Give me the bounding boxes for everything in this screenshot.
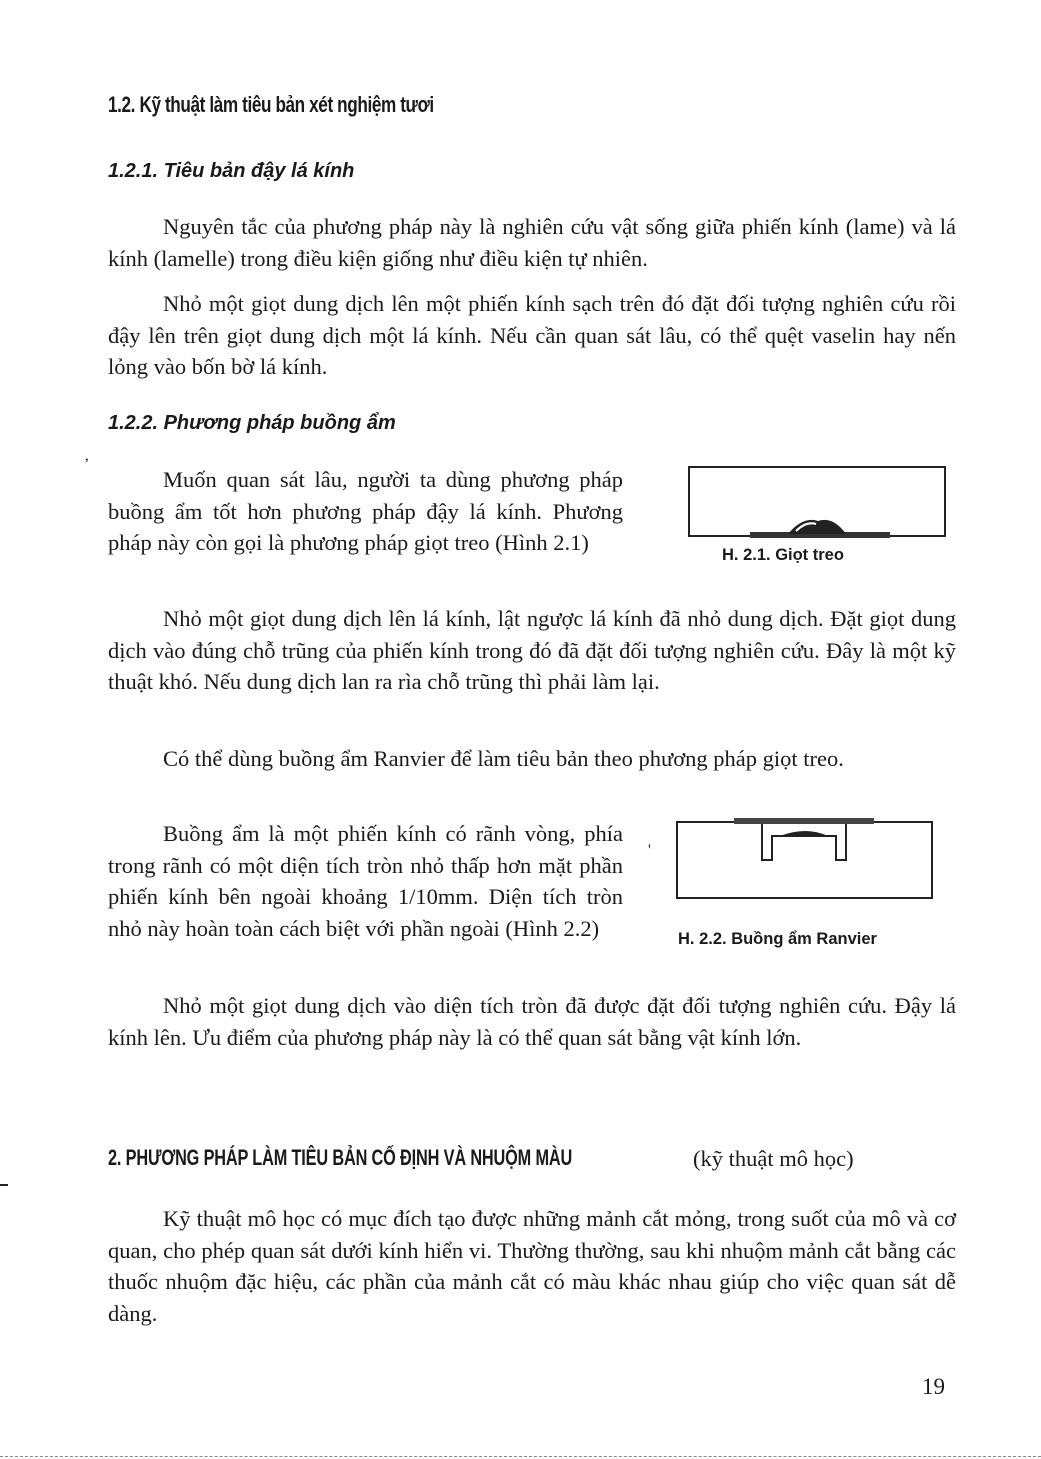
section-2-title-suffix: (kỹ thuật mô học): [693, 1146, 854, 1171]
paragraph: [108, 990, 956, 1053]
margin-mark: [0, 1184, 8, 1186]
paragraph-text: Nhỏ một giọt dung dịch lên lá kính, lật ngược lá kính đã nhỏ dung dịch. Đặt giọt dung dịch vào đúng chỗ trũng của phiến kính trong đó đã đặt đối tượng nghiên cứu. Đây là một kỹ thuật khó. Nếu dung dịch lan ra rìa chỗ trũng thì phải làm lại.: [108, 606, 956, 694]
paragraph: [108, 743, 956, 775]
paragraph: [108, 603, 956, 698]
stray-mark: ': [648, 842, 651, 859]
paragraph-text: Nhỏ một giọt dung dịch vào diện tích tròn đã được đặt đối tượng nghiên cứu. Đậy lá kính lên. Ưu điểm của phương pháp này là có thể quan sát bằng vật kính lớn.: [108, 993, 956, 1050]
figure-2-2-caption: H. 2.2. Buồng ẩm Ranvier: [678, 930, 877, 948]
ranvier-chamber-figure: [676, 816, 936, 900]
paragraph-text: Muốn quan sát lâu, người ta dùng phương pháp buồng ẩm tốt hơn phương pháp đậy lá kính. Phương pháp này còn gọi là phương pháp giọt treo (Hình 2.1): [108, 467, 623, 555]
hanging-drop-figure: [688, 466, 948, 546]
section-2-heading: [108, 1145, 854, 1171]
paragraph-text: Nhỏ một giọt dung dịch lên một phiến kính sạch trên đó đặt đối tượng nghiên cứu rồi đậy lên trên giọt dung dịch một lá kính. Nếu cần quan sát lâu, có thể quệt vaselin hay nến lỏng vào bốn bờ lá kính.: [108, 291, 956, 379]
paragraph: [108, 1203, 956, 1329]
bottom-divider: [0, 1456, 1041, 1457]
section-1-2-2-title: 1.2.2. Phương pháp buồng ẩm: [108, 412, 396, 434]
paragraph: [108, 464, 623, 559]
section-2-title: 2. PHƯƠNG PHÁP LÀM TIÊU BẢN CỐ ĐỊNH VÀ NHUỘM MÀU: [108, 1145, 573, 1170]
stray-mark: ʼ: [84, 456, 90, 473]
section-1-2-title: 1.2. Kỹ thuật làm tiêu bản xét nghiệm tươi: [108, 92, 434, 117]
paragraph: [108, 818, 623, 944]
paragraph-text: Kỹ thuật mô học có mục đích tạo được những mảnh cắt mỏng, trong suốt của mô và cơ quan, cho phép quan sát dưới kính hiển vi. Thường thường, sau khi nhuộm mảnh cắt bằng các thuốc nhuộm đặc hiệu, các phần của mảnh cắt có màu khác nhau giúp cho việc quan sát dễ dàng.: [108, 1206, 956, 1326]
paragraph: [108, 288, 956, 383]
figure-2-1-caption: H. 2.1. Giọt treo: [722, 546, 844, 564]
paragraph-text: Có thể dùng buồng ẩm Ranvier để làm tiêu bản theo phương pháp giọt treo.: [163, 746, 844, 771]
section-1-2-1-title: 1.2.1. Tiêu bản đậy lá kính: [108, 160, 355, 182]
page-number: 19: [922, 1374, 945, 1399]
paragraph: [108, 211, 956, 274]
paragraph-text: Nguyên tắc của phương pháp này là nghiên cứu vật sống giữa phiến kính (lame) và lá kính (lamelle) trong điều kiện giống như điều kiện tự nhiên.: [108, 214, 956, 271]
paragraph-text: Buồng ẩm là một phiến kính có rãnh vòng, phía trong rãnh có một diện tích tròn nhỏ thấp hơn mặt phần phiến kính bên ngoài khoảng 1/10mm. Diện tích tròn nhỏ này hoàn toàn cách biệt với phần ngoài (Hình 2.2): [108, 821, 623, 941]
